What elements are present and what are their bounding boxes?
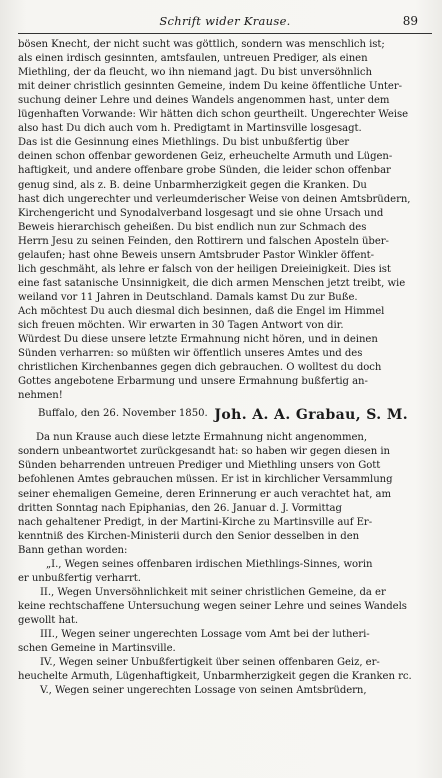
text-line: II., Wegen Unversöhnlichkeit mit seiner christlichen Gemeine, da er <box>40 586 386 598</box>
text-line: genug sind, als z. B. deine Unbarmherzigkeit gegen die Kranken. Du <box>18 179 367 191</box>
header-rule <box>18 33 432 34</box>
text-line: Beweis hierarchisch geheißen. Du bist endlich nun zur Schmach des <box>18 221 367 233</box>
text-line: er unbußfertig verharrt. <box>18 572 141 584</box>
text-line: keine rechtschaffene Untersuchung wegen seiner Lehre und seines Wandels <box>18 600 407 612</box>
text-line: seiner ehemaligen Gemeine, deren Erinnerung er auch verachtet hat, am <box>18 488 392 500</box>
text-line: gelaufen; hast ohne Beweis unsern Amtsbruder Pastor Winkler öffent- <box>18 249 375 261</box>
text-line: „I., Wegen seines offenbaren irdischen Miethlings-Sinnes, worin <box>46 558 373 570</box>
text-line: befohlenen Amtes gebrauchen müssen. Er ist in kirchlicher Versammlung <box>18 474 393 486</box>
text-line: Sünden verharren: so müßten wir öffentlich unseres Amtes und des <box>18 348 363 360</box>
text-line: Sünden beharrenden untreuen Prediger und Miethling unsers von Gott <box>18 460 381 472</box>
text-line: eine fast satanische Unsinnigkeit, die dich armen Menschen jetzt treibt, wie <box>18 277 406 289</box>
text-line: V., Wegen seiner ungerechten Lossage von seinen Amtsbrüdern, <box>40 685 367 697</box>
text-line: hast dich ungerechter und verleumderischer Weise von deinen Amtsbrüdern, <box>18 193 411 205</box>
text-line: Würdest Du diese unsere letzte Ermahnung nicht hören, und in deinen <box>18 334 378 346</box>
text-line: weiland vor 11 Jahren in Deutschland. Damals kamst Du zur Buße. <box>18 291 358 303</box>
text-line: Das ist die Gesinnung eines Miethlings. Du bist unbußfertig über <box>18 137 350 149</box>
text-line: christlichen Kirchenbannes gegen dich gebrauchen. O wolltest du doch <box>18 362 382 374</box>
text-line: nach gehaltener Predigt, in der Martini-Kirche zu Martinsville auf Er- <box>18 516 373 528</box>
text-line: gewollt hat. <box>18 614 79 626</box>
text-line: lügenhaften Vorwande: Wir hätten dich schon geurtheilt. Ungerechter Weise <box>18 109 409 121</box>
text-line: heuchelte Armuth, Lügenhaftigkeit, Unbarmherzigkeit gegen die Kranken rc. <box>18 671 412 683</box>
text-line: IV., Wegen seiner Unbußfertigkeit über seinen offenbaren Geiz, er- <box>40 657 380 669</box>
text-line: als einen irdisch gesinnten, amtsfaulen, untreuen Prediger, als einen <box>18 53 368 65</box>
text-line: dritten Sonntag nach Epiphanias, den 26. Januar d. J. Vormittag <box>18 502 342 514</box>
text-line: Miethling, der da fleucht, wo ihn niemand jagt. Du bist unversöhnlich <box>18 67 372 79</box>
text-line: Bann gethan worden: <box>18 544 128 556</box>
text-line: deinen schon offenbar gewordenen Geiz, erheuchelte Armuth und Lügen- <box>18 151 393 163</box>
text-line: Gottes angebotene Erbarmung und unsere Ermahnung bußfertig an- <box>18 376 368 388</box>
text-line: bösen Knecht, der nicht sucht was göttlich, sondern was menschlich ist; <box>18 39 385 50</box>
text-line: suchung deiner Lehre und deines Wandels angenommen hast, unter dem <box>18 95 390 107</box>
text-line: Kirchengericht und Synodalverband losgesagt und sie ohne Ursach und <box>18 207 384 219</box>
text-line: mit deiner christlich gesinnten Gemeine, indem Du keine öffentliche Unter- <box>18 81 402 93</box>
text-line: also hast Du dich auch vom h. Predigtamt in Martinsville losgesagt. <box>18 123 362 135</box>
page-header <box>18 14 432 30</box>
signature-name: Joh. A. A. Grabau, S. M. <box>214 407 408 424</box>
text-line: schen Gemeine in Martinsville. <box>18 643 176 655</box>
text-line: Herrn Jesu zu seinen Feinden, den Rottirern und falschen Aposteln über- <box>18 235 389 247</box>
text-line: sich freuen möchten. Wir erwarten in 30 Tagen Antwort von dir. <box>18 320 344 331</box>
page-number: 89 <box>402 14 418 28</box>
text-line: kenntniß des Kirchen-Ministerii durch den Senior desselben in den <box>18 530 360 542</box>
text-line: Ach möchtest Du auch diesmal dich besinnen, daß die Engel im Himmel <box>18 305 385 317</box>
signature-date: Buffalo, den 26. November 1850. <box>38 408 208 420</box>
text-line: nehmen! <box>18 390 63 402</box>
signature-line <box>18 407 432 425</box>
text-line: III., Wegen seiner ungerechten Lossage vom Amt bei der lutheri- <box>40 629 370 640</box>
text-line: sondern unbeantwortet zurückgesandt hat: so haben wir gegen diesen in <box>18 446 390 458</box>
text-line: haftigkeit, und andere offenbare grobe Sünden, die leider schon offenbar <box>18 165 391 177</box>
text-line: lich geschmäht, als lehre er falsch von der heiligen Dreieinigkeit. Dies ist <box>18 263 391 275</box>
running-title: Schrift wider Krause. <box>159 14 291 28</box>
text-line: Da nun Krause auch diese letzte Ermahnung nicht angenommen, <box>36 432 368 444</box>
